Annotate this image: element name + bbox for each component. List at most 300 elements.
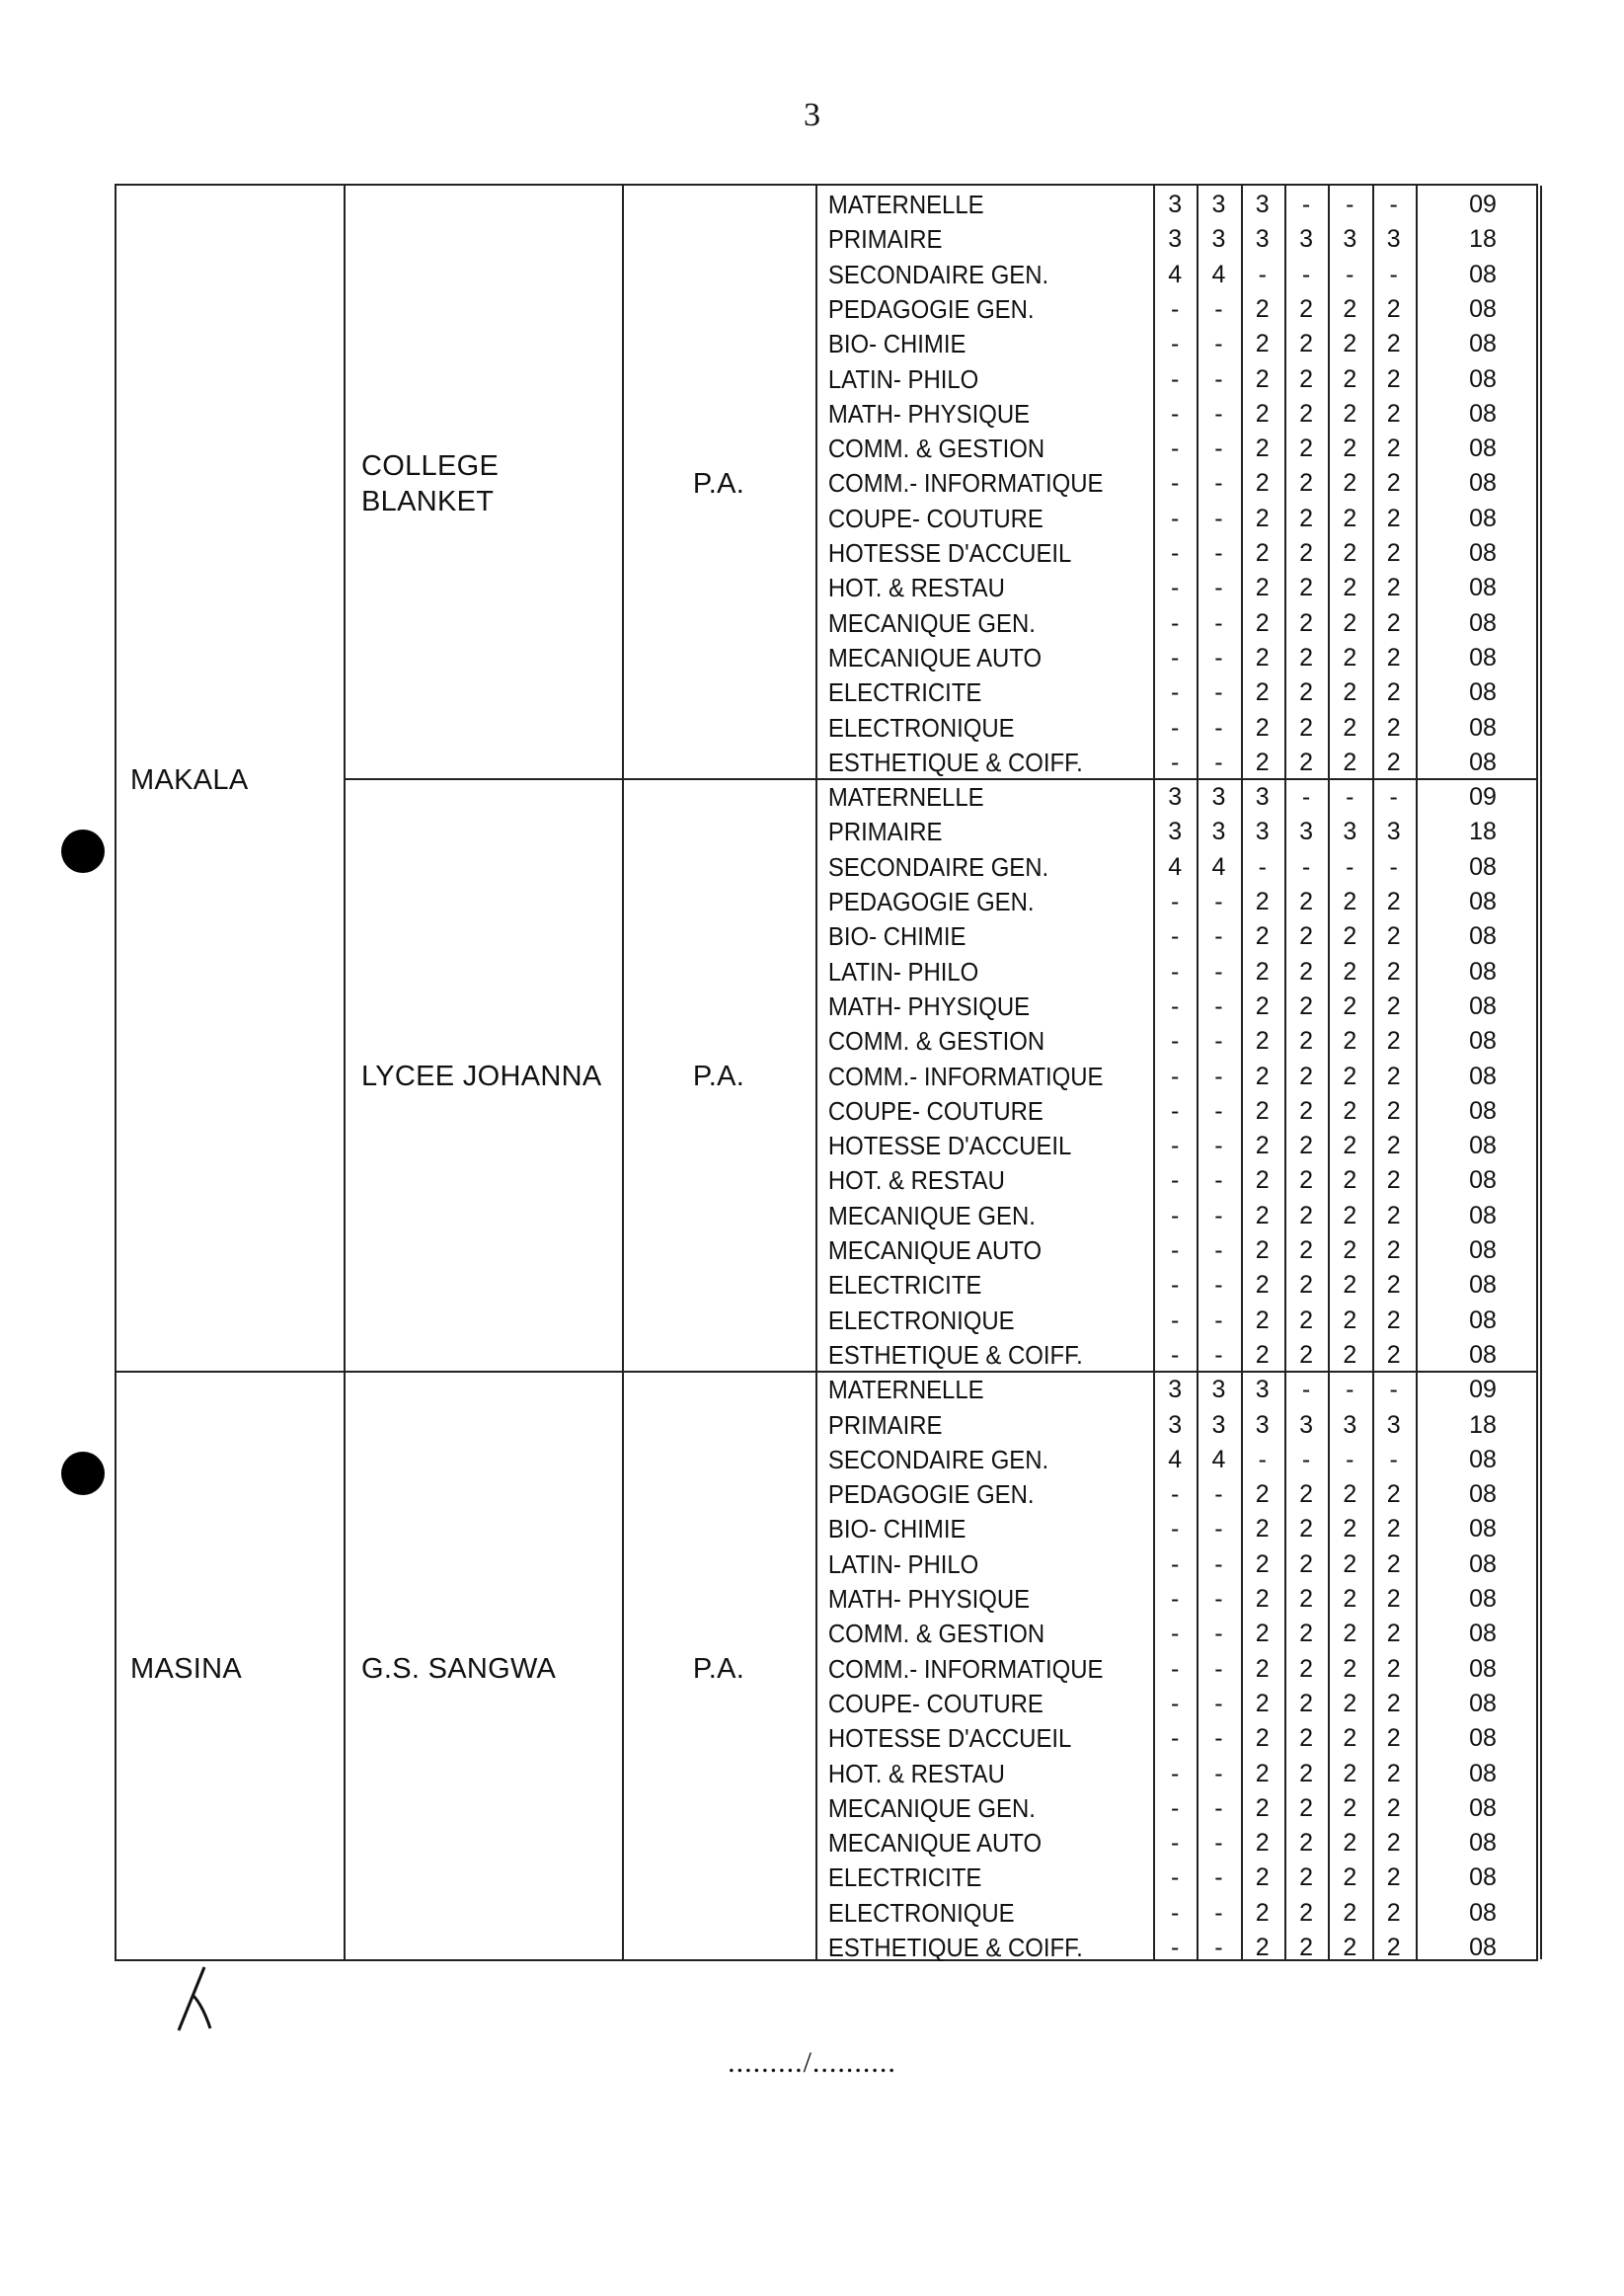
level-cell-4: 2: [1299, 888, 1313, 915]
total-cell: 08: [1469, 1898, 1497, 1927]
level-cell-4: 2: [1299, 957, 1313, 986]
section-name: ESTHETIQUE & COIFF.: [827, 1339, 1083, 1370]
level-cell-5: 2: [1343, 1271, 1357, 1300]
level-cell-1: 3: [1168, 191, 1183, 218]
section-name: LATIN- PHILO: [827, 1548, 979, 1579]
level-cell-4: 2: [1299, 1271, 1313, 1300]
section-name: MECANIQUE GEN.: [827, 1200, 1036, 1230]
level-cell-4: 2: [1299, 643, 1313, 672]
section-name: PEDAGOGIE GEN.: [827, 887, 1035, 916]
level-cell-4: -: [1301, 191, 1311, 218]
table-row: [815, 1896, 1540, 1931]
level-cell-1: -: [1170, 1585, 1180, 1613]
table-row: [815, 1268, 1540, 1303]
level-cell-2: 3: [1211, 225, 1226, 254]
level-cell-6: 2: [1386, 608, 1401, 637]
level-cell-5: 2: [1343, 435, 1357, 463]
level-cell-2: -: [1214, 330, 1223, 358]
level-cell-2: -: [1214, 922, 1223, 951]
level-cell-1: -: [1170, 713, 1180, 742]
level-cell-5: 2: [1343, 1166, 1357, 1195]
level-cell-1: -: [1170, 678, 1180, 707]
level-cell-6: 2: [1386, 1793, 1401, 1822]
level-cell-3: 3: [1255, 1410, 1270, 1439]
section-name: COMM.- INFORMATIQUE: [827, 1061, 1104, 1091]
level-cell-4: 2: [1299, 330, 1313, 358]
level-cell-3: 2: [1255, 1062, 1270, 1090]
level-cell-5: -: [1346, 1376, 1354, 1404]
level-cell-6: 2: [1386, 1132, 1401, 1160]
section-name: LATIN- PHILO: [827, 956, 979, 987]
section-name: HOT. & RESTAU: [827, 573, 1005, 603]
level-cell-4: 2: [1299, 1201, 1313, 1229]
level-cell-6: 2: [1386, 435, 1401, 463]
level-cell-4: 2: [1299, 1689, 1313, 1717]
level-cell-2: 4: [1211, 1445, 1226, 1473]
level-cell-4: 2: [1299, 1934, 1313, 1961]
total-cell: 18: [1469, 225, 1497, 254]
section-name: MATH- PHYSIQUE: [827, 990, 1031, 1021]
level-cell-4: 2: [1299, 1549, 1313, 1578]
total-cell: 08: [1469, 1132, 1497, 1160]
level-cell-1: -: [1170, 1793, 1180, 1822]
level-cell-4: 2: [1299, 678, 1313, 707]
level-cell-6: 2: [1386, 1271, 1401, 1300]
section-name: SECONDAIRE GEN.: [827, 259, 1049, 289]
level-cell-3: -: [1258, 852, 1267, 881]
level-cell-3: 2: [1255, 399, 1270, 428]
section-name: ELECTRICITE: [827, 677, 982, 708]
total-cell: 09: [1469, 191, 1497, 218]
school-name-line: G.S. SANGWA: [361, 1653, 557, 1686]
level-cell-1: 3: [1168, 1376, 1183, 1404]
level-cell-2: -: [1214, 1166, 1223, 1195]
level-cell-3: 2: [1255, 1480, 1270, 1509]
section-name: HOTESSE D'ACCUEIL: [827, 1723, 1072, 1754]
total-cell: 08: [1469, 1096, 1497, 1125]
table-row: [815, 780, 1540, 815]
level-cell-2: -: [1214, 643, 1223, 672]
total-cell: 08: [1469, 504, 1497, 532]
level-cell-6: 2: [1386, 713, 1401, 742]
total-cell: 08: [1469, 1340, 1497, 1369]
total-cell: 08: [1469, 435, 1497, 463]
table-row: [815, 1477, 1540, 1512]
total-cell: 08: [1469, 294, 1497, 323]
total-cell: 08: [1469, 991, 1497, 1020]
section-name: HOTESSE D'ACCUEIL: [827, 538, 1072, 568]
table-row: [815, 641, 1540, 675]
level-cell-1: 4: [1168, 1445, 1183, 1473]
table-row: [815, 1338, 1540, 1373]
section-name: MATH- PHYSIQUE: [827, 1584, 1031, 1614]
table-row: [815, 536, 1540, 571]
level-cell-3: 2: [1255, 1654, 1270, 1683]
level-cell-2: -: [1214, 435, 1223, 463]
level-cell-3: 2: [1255, 748, 1270, 776]
level-cell-6: -: [1389, 191, 1398, 218]
total-cell: 08: [1469, 608, 1497, 637]
level-cell-4: 2: [1299, 364, 1313, 393]
level-cell-3: 2: [1255, 678, 1270, 707]
level-cell-5: 2: [1343, 608, 1357, 637]
level-cell-2: -: [1214, 574, 1223, 602]
level-cell-4: 2: [1299, 1096, 1313, 1125]
level-cell-4: 2: [1299, 1340, 1313, 1369]
level-cell-5: 2: [1343, 1306, 1357, 1334]
level-cell-4: 2: [1299, 504, 1313, 532]
level-cell-1: -: [1170, 1829, 1180, 1858]
total-cell: 08: [1469, 1620, 1497, 1648]
level-cell-5: 2: [1343, 1934, 1357, 1961]
total-cell: 08: [1469, 643, 1497, 672]
level-cell-2: -: [1214, 1062, 1223, 1090]
level-cell-2: -: [1214, 1027, 1223, 1056]
section-name: PEDAGOGIE GEN.: [827, 1479, 1035, 1510]
table-row: [815, 1861, 1540, 1895]
level-cell-1: -: [1170, 1759, 1180, 1787]
level-cell-1: -: [1170, 957, 1180, 986]
level-cell-5: 2: [1343, 888, 1357, 915]
total-cell: 08: [1469, 1654, 1497, 1683]
level-cell-3: 3: [1255, 191, 1270, 218]
table-row: [815, 606, 1540, 641]
level-cell-3: 2: [1255, 608, 1270, 637]
level-cell-6: 2: [1386, 991, 1401, 1020]
level-cell-2: -: [1214, 1236, 1223, 1264]
level-cell-1: -: [1170, 1062, 1180, 1090]
level-cell-5: 2: [1343, 1027, 1357, 1056]
level-cell-6: -: [1389, 1445, 1398, 1473]
total-cell: 08: [1469, 1236, 1497, 1264]
level-cell-6: 2: [1386, 678, 1401, 707]
level-cell-1: -: [1170, 1863, 1180, 1892]
level-cell-4: 2: [1299, 1654, 1313, 1683]
section-name: COMM. & GESTION: [827, 1026, 1045, 1057]
section-name: ELECTRICITE: [827, 1862, 982, 1893]
level-cell-2: -: [1214, 1306, 1223, 1334]
level-cell-2: -: [1214, 1340, 1223, 1369]
level-cell-1: -: [1170, 1236, 1180, 1264]
commune-name: MAKALA: [130, 764, 249, 797]
level-cell-2: -: [1214, 1689, 1223, 1717]
total-cell: 08: [1469, 888, 1497, 915]
level-cell-6: 2: [1386, 399, 1401, 428]
level-cell-5: 2: [1343, 1585, 1357, 1613]
level-cell-3: 2: [1255, 888, 1270, 915]
level-cell-3: 2: [1255, 1236, 1270, 1264]
section-name: COUPE- COUTURE: [827, 1095, 1044, 1126]
school-name-line: BLANKET: [361, 486, 495, 518]
table-row: [815, 1512, 1540, 1546]
section-name: ESTHETIQUE & COIFF.: [827, 747, 1083, 777]
level-cell-4: 2: [1299, 991, 1313, 1020]
table-row: [815, 711, 1540, 746]
level-cell-2: -: [1214, 713, 1223, 742]
total-cell: 08: [1469, 1724, 1497, 1753]
level-cell-3: 2: [1255, 1549, 1270, 1578]
level-cell-5: 2: [1343, 1724, 1357, 1753]
level-cell-4: 3: [1299, 225, 1313, 254]
level-cell-6: 2: [1386, 539, 1401, 567]
level-cell-2: -: [1214, 1898, 1223, 1927]
level-cell-6: 2: [1386, 504, 1401, 532]
level-cell-3: 2: [1255, 1829, 1270, 1858]
level-cell-1: 3: [1168, 783, 1183, 812]
level-cell-4: -: [1301, 1445, 1311, 1473]
total-cell: 08: [1469, 713, 1497, 742]
level-cell-5: -: [1346, 852, 1354, 881]
level-cell-2: -: [1214, 957, 1223, 986]
level-cell-2: 4: [1211, 852, 1226, 881]
level-cell-5: 2: [1343, 1620, 1357, 1648]
level-cell-2: 3: [1211, 783, 1226, 812]
level-cell-1: -: [1170, 364, 1180, 393]
school-name: [361, 448, 499, 519]
section-name: PEDAGOGIE GEN.: [827, 293, 1035, 324]
level-cell-4: 2: [1299, 1829, 1313, 1858]
total-cell: 09: [1469, 1376, 1497, 1404]
table-row: [815, 292, 1540, 327]
handwritten-mark: [173, 1965, 222, 2034]
level-cell-2: -: [1214, 364, 1223, 393]
level-cell-1: -: [1170, 294, 1180, 323]
section-name: ELECTRICITE: [827, 1270, 982, 1301]
total-cell: 08: [1469, 1934, 1497, 1961]
level-cell-6: 2: [1386, 574, 1401, 602]
level-cell-6: 3: [1386, 818, 1401, 846]
level-cell-5: -: [1346, 1445, 1354, 1473]
level-cell-4: 3: [1299, 1410, 1313, 1439]
level-cell-4: 3: [1299, 818, 1313, 846]
level-cell-6: -: [1389, 260, 1398, 288]
level-cell-5: 2: [1343, 1132, 1357, 1160]
level-cell-3: 2: [1255, 504, 1270, 532]
level-cell-5: 2: [1343, 957, 1357, 986]
level-cell-3: 2: [1255, 1724, 1270, 1753]
level-cell-1: -: [1170, 330, 1180, 358]
level-cell-5: 2: [1343, 1549, 1357, 1578]
section-name: MECANIQUE GEN.: [827, 1792, 1036, 1823]
level-cell-5: -: [1346, 783, 1354, 812]
level-cell-6: 2: [1386, 469, 1401, 498]
table-row: [815, 571, 1540, 605]
level-cell-4: 2: [1299, 1863, 1313, 1892]
total-cell: 08: [1469, 1863, 1497, 1892]
table-row: [815, 466, 1540, 501]
level-cell-4: -: [1301, 783, 1311, 812]
table-row: [815, 1791, 1540, 1826]
level-cell-4: 2: [1299, 1062, 1313, 1090]
level-cell-5: 2: [1343, 364, 1357, 393]
level-cell-1: -: [1170, 1480, 1180, 1509]
table-row: [815, 746, 1540, 780]
total-cell: 08: [1469, 1829, 1497, 1858]
level-cell-1: -: [1170, 1166, 1180, 1195]
section-name: MECANIQUE AUTO: [827, 642, 1043, 673]
total-cell: 08: [1469, 1515, 1497, 1544]
punch-hole-bottom: [61, 1452, 105, 1495]
level-cell-4: 2: [1299, 469, 1313, 498]
level-cell-3: 2: [1255, 1096, 1270, 1125]
table-row: [815, 397, 1540, 432]
level-cell-2: 3: [1211, 191, 1226, 218]
level-cell-5: 2: [1343, 1480, 1357, 1509]
section-name: LATIN- PHILO: [827, 363, 979, 394]
level-cell-5: 2: [1343, 643, 1357, 672]
level-cell-3: 2: [1255, 1620, 1270, 1648]
level-cell-3: 2: [1255, 1271, 1270, 1300]
level-cell-4: 2: [1299, 608, 1313, 637]
level-cell-5: 2: [1343, 330, 1357, 358]
section-name: MECANIQUE AUTO: [827, 1235, 1043, 1265]
level-cell-5: 2: [1343, 1898, 1357, 1927]
level-cell-6: 2: [1386, 330, 1401, 358]
level-cell-6: 2: [1386, 1829, 1401, 1858]
level-cell-1: -: [1170, 1132, 1180, 1160]
level-cell-5: 2: [1343, 1689, 1357, 1717]
level-cell-5: 2: [1343, 539, 1357, 567]
level-cell-1: -: [1170, 608, 1180, 637]
level-cell-5: 2: [1343, 678, 1357, 707]
level-cell-1: -: [1170, 1096, 1180, 1125]
level-cell-3: 2: [1255, 991, 1270, 1020]
level-cell-1: 4: [1168, 852, 1183, 881]
level-cell-4: 2: [1299, 1166, 1313, 1195]
level-cell-4: 2: [1299, 435, 1313, 463]
total-cell: 08: [1469, 852, 1497, 881]
level-cell-6: -: [1389, 852, 1398, 881]
level-cell-6: 2: [1386, 1585, 1401, 1613]
school-regime: P.A.: [692, 1653, 745, 1686]
school-name: [361, 1059, 601, 1094]
level-cell-1: -: [1170, 1898, 1180, 1927]
level-cell-6: 2: [1386, 1480, 1401, 1509]
level-cell-3: 2: [1255, 957, 1270, 986]
level-cell-5: 2: [1343, 1654, 1357, 1683]
level-cell-2: -: [1214, 1271, 1223, 1300]
level-cell-1: -: [1170, 1620, 1180, 1648]
level-cell-5: 3: [1343, 818, 1357, 846]
section-name: MECANIQUE GEN.: [827, 607, 1036, 638]
level-cell-4: 2: [1299, 1898, 1313, 1927]
level-cell-6: 2: [1386, 294, 1401, 323]
table-row: [815, 327, 1540, 361]
level-cell-2: -: [1214, 294, 1223, 323]
total-cell: 08: [1469, 1271, 1497, 1300]
total-cell: 09: [1469, 783, 1497, 812]
total-cell: 08: [1469, 330, 1497, 358]
level-cell-1: -: [1170, 922, 1180, 951]
level-cell-6: 2: [1386, 1620, 1401, 1648]
level-cell-3: 2: [1255, 364, 1270, 393]
section-name: MATH- PHYSIQUE: [827, 398, 1031, 429]
level-cell-1: 4: [1168, 260, 1183, 288]
level-cell-1: -: [1170, 1654, 1180, 1683]
level-cell-4: -: [1301, 1376, 1311, 1404]
section-name: ESTHETIQUE & COIFF.: [827, 1933, 1083, 1962]
level-cell-6: 2: [1386, 1654, 1401, 1683]
section-name: BIO- CHIMIE: [827, 1514, 967, 1544]
level-cell-2: -: [1214, 678, 1223, 707]
total-cell: 08: [1469, 1445, 1497, 1473]
level-cell-5: 2: [1343, 469, 1357, 498]
level-cell-5: 2: [1343, 1829, 1357, 1858]
level-cell-6: 3: [1386, 225, 1401, 254]
level-cell-5: 2: [1343, 1340, 1357, 1369]
level-cell-4: 2: [1299, 1480, 1313, 1509]
level-cell-3: 2: [1255, 1340, 1270, 1369]
level-cell-4: 2: [1299, 1724, 1313, 1753]
level-cell-2: -: [1214, 1793, 1223, 1822]
total-cell: 08: [1469, 574, 1497, 602]
level-cell-1: -: [1170, 888, 1180, 915]
level-cell-2: -: [1214, 1096, 1223, 1125]
level-cell-3: -: [1258, 260, 1267, 288]
level-cell-2: -: [1214, 1759, 1223, 1787]
level-cell-4: 2: [1299, 1132, 1313, 1160]
table-row: [815, 675, 1540, 710]
school-regime: P.A.: [692, 468, 745, 501]
total-cell: 08: [1469, 1027, 1497, 1056]
level-cell-4: 2: [1299, 922, 1313, 951]
level-cell-3: 2: [1255, 469, 1270, 498]
table-row: [815, 885, 1540, 919]
level-cell-1: 3: [1168, 225, 1183, 254]
level-cell-3: 2: [1255, 1515, 1270, 1544]
level-cell-4: 2: [1299, 1027, 1313, 1056]
level-cell-2: -: [1214, 1201, 1223, 1229]
level-cell-2: -: [1214, 504, 1223, 532]
level-cell-2: -: [1214, 1480, 1223, 1509]
level-cell-2: -: [1214, 1132, 1223, 1160]
level-cell-6: -: [1389, 783, 1398, 812]
level-cell-4: 2: [1299, 713, 1313, 742]
level-cell-6: 2: [1386, 1515, 1401, 1544]
total-cell: 08: [1469, 1793, 1497, 1822]
total-cell: 08: [1469, 678, 1497, 707]
level-cell-4: 2: [1299, 1306, 1313, 1334]
level-cell-5: 2: [1343, 1096, 1357, 1125]
level-cell-3: 2: [1255, 1027, 1270, 1056]
level-cell-3: 2: [1255, 1898, 1270, 1927]
level-cell-2: -: [1214, 748, 1223, 776]
level-cell-6: 2: [1386, 1096, 1401, 1125]
level-cell-5: 2: [1343, 504, 1357, 532]
level-cell-3: 2: [1255, 435, 1270, 463]
level-cell-4: 2: [1299, 1515, 1313, 1544]
level-cell-6: 2: [1386, 1689, 1401, 1717]
level-cell-6: 2: [1386, 1166, 1401, 1195]
level-cell-1: -: [1170, 1689, 1180, 1717]
level-cell-4: -: [1301, 852, 1311, 881]
level-cell-3: 3: [1255, 818, 1270, 846]
total-cell: 08: [1469, 1201, 1497, 1229]
table-row: [815, 850, 1540, 885]
level-cell-1: -: [1170, 1201, 1180, 1229]
level-cell-5: 2: [1343, 922, 1357, 951]
level-cell-4: 2: [1299, 539, 1313, 567]
level-cell-6: 2: [1386, 1201, 1401, 1229]
section-name: HOT. & RESTAU: [827, 1165, 1005, 1196]
table-row: [815, 1373, 1540, 1407]
level-cell-6: 2: [1386, 1306, 1401, 1334]
level-cell-1: -: [1170, 469, 1180, 498]
level-cell-5: 2: [1343, 713, 1357, 742]
level-cell-5: 2: [1343, 1793, 1357, 1822]
level-cell-6: 2: [1386, 1759, 1401, 1787]
level-cell-3: 2: [1255, 1201, 1270, 1229]
